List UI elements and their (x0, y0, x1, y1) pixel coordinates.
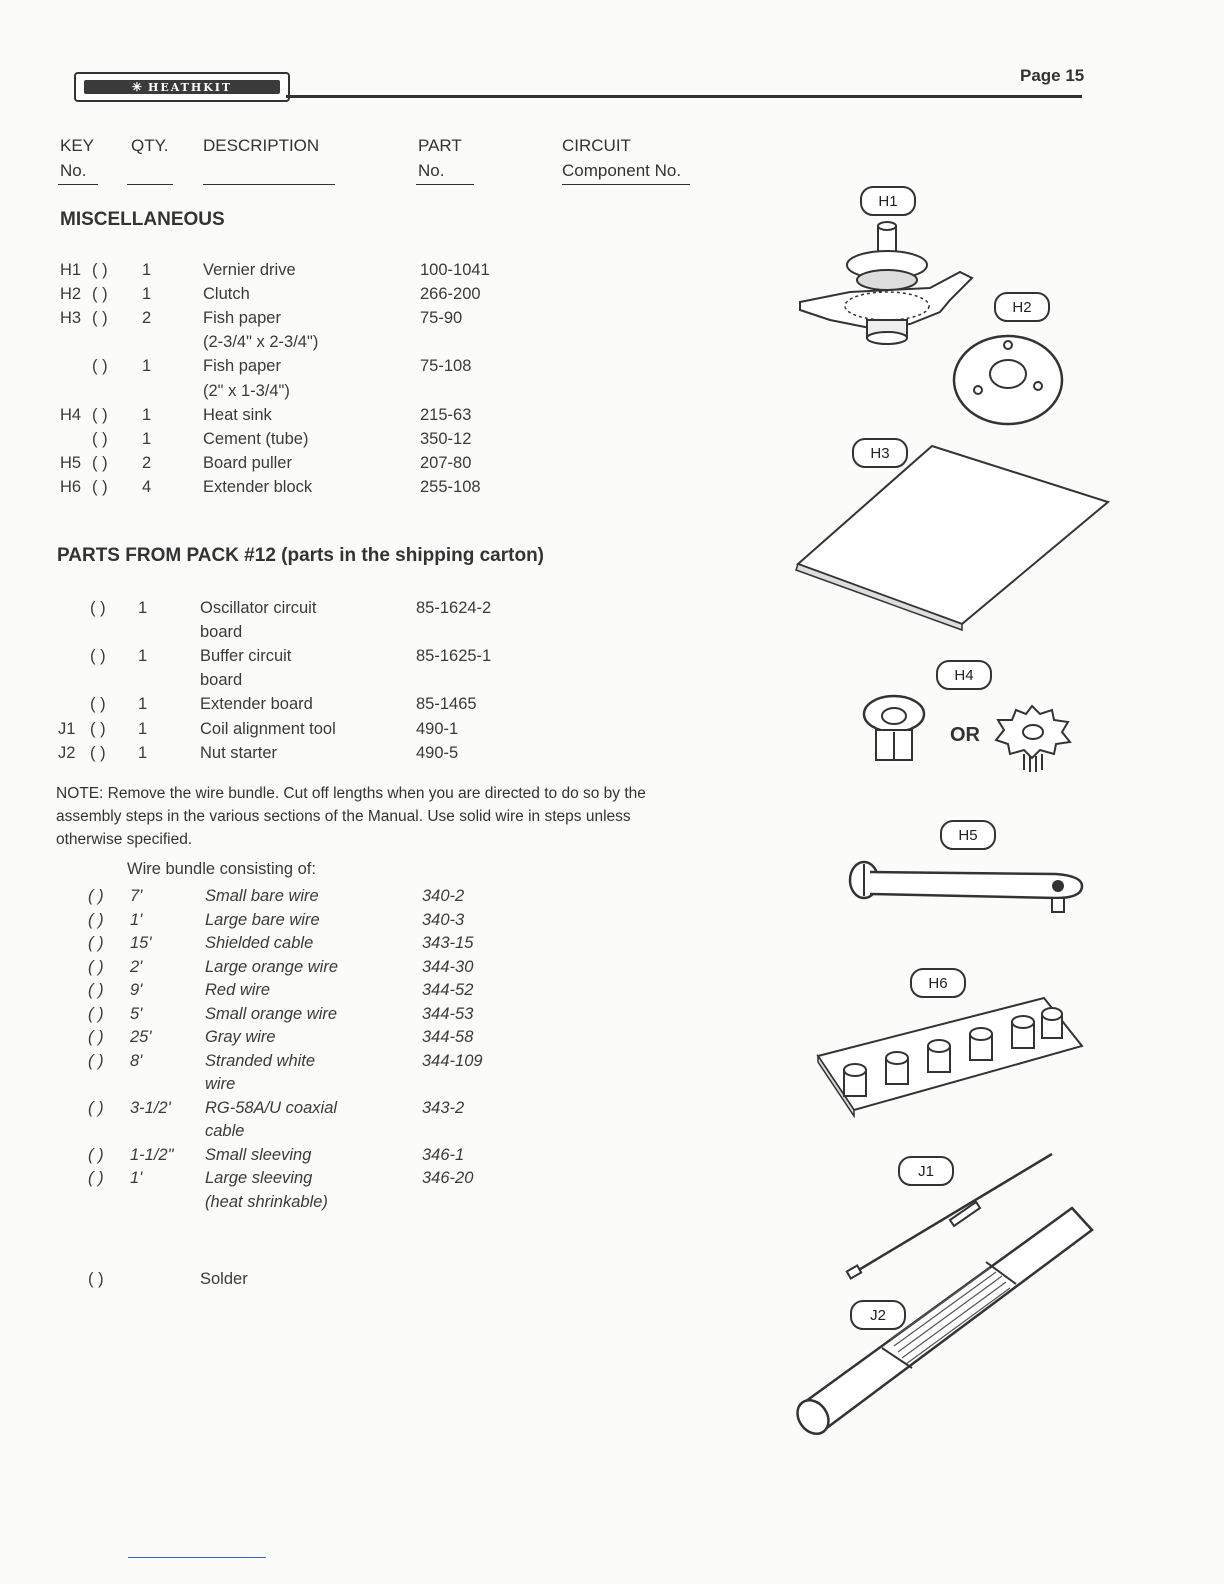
part-no: 85-1625-1 (416, 647, 492, 666)
part-no: 85-1465 (416, 695, 477, 714)
checkbox[interactable]: ( ) (88, 981, 104, 999)
col-circuit-no: Component No. (562, 161, 682, 180)
checkbox[interactable]: ( ) (88, 1051, 104, 1070)
part-no: 343-15 (422, 934, 474, 952)
nut-starter-illustration (790, 1198, 1100, 1448)
description: Heat sink (203, 405, 272, 424)
part-no: 255-108 (420, 477, 481, 496)
description: Large sleeving (205, 1169, 313, 1187)
part-no: 340-2 (422, 887, 465, 905)
checkbox[interactable]: ( ) (88, 910, 104, 929)
description: Nut starter (200, 743, 278, 762)
quantity: 2 (142, 453, 152, 472)
quantity: 1 (142, 357, 152, 376)
quantity: 1 (142, 405, 152, 424)
quantity: 2 (142, 309, 152, 328)
quantity: 1 (138, 719, 148, 738)
col-key-no: No. (60, 161, 87, 180)
part-no: 100-1041 (420, 261, 490, 279)
checkbox[interactable]: ( ) (90, 719, 106, 738)
part-no: 207-80 (420, 453, 472, 472)
checkbox[interactable]: ( ) (88, 1169, 104, 1187)
description: Small bare wire (205, 887, 319, 905)
quantity: 1-1/2" (130, 1145, 174, 1164)
key-no: H5 (60, 453, 82, 472)
solder-description: Solder (200, 1270, 248, 1288)
quantity: 1' (130, 1169, 143, 1187)
quantity: 1 (138, 599, 148, 617)
callout-h4: H4 (936, 660, 992, 690)
description: Board puller (203, 453, 292, 472)
part-no: 344-53 (422, 1004, 474, 1023)
quantity: 1 (142, 261, 152, 279)
key-no: H4 (60, 405, 82, 424)
part-no: 490-5 (416, 743, 459, 762)
quantity: 7' (130, 887, 143, 905)
checkbox[interactable]: ( ) (90, 647, 106, 666)
description: Extender board (200, 695, 313, 714)
part-no: 215-63 (420, 405, 472, 424)
key-no: J1 (58, 719, 76, 738)
wire-bundle-heading: Wire bundle consisting of: (127, 860, 316, 878)
quantity: 1' (130, 910, 143, 929)
description: Fish paper (203, 357, 281, 376)
heat-sink-round-illustration (856, 694, 936, 774)
callout-h2: H2 (994, 292, 1050, 322)
description: Small orange wire (205, 1004, 338, 1023)
description: cable (205, 1122, 245, 1140)
key-no: H3 (60, 309, 82, 328)
quantity: 1 (142, 429, 152, 448)
quantity: 9' (130, 981, 143, 999)
col-key: KEY (60, 136, 95, 155)
fish-paper-illustration (792, 440, 1112, 630)
extender-block-illustration (814, 992, 1084, 1122)
checkbox[interactable]: ( ) (88, 957, 104, 976)
heathkit-logo (74, 72, 290, 102)
callout-h6: H6 (910, 968, 966, 998)
part-no: 75-90 (420, 309, 463, 328)
wire-note: NOTE: Remove the wire bundle. Cut off lengths when you are directed to do so by the assembly steps in the various sections of the Manual. Use solid wire in steps unless otherwise specified. (56, 785, 646, 848)
description: (2-3/4" x 2-3/4") (203, 333, 319, 352)
checkbox[interactable]: ( ) (92, 357, 108, 376)
key-no: J2 (58, 743, 76, 762)
solder-checkbox[interactable]: ( ) (88, 1270, 104, 1288)
clutch-illustration (948, 328, 1058, 428)
part-no: 266-200 (420, 285, 481, 304)
description: Gray wire (205, 1028, 276, 1046)
part-no: 85-1624-2 (416, 599, 492, 617)
description: Large bare wire (205, 910, 320, 929)
description: Extender block (203, 477, 313, 496)
description: Red wire (205, 981, 271, 999)
footer-line (128, 1557, 266, 1558)
callout-j1: J1 (898, 1156, 954, 1186)
atom-icon: ✳ (131, 80, 144, 94)
description: Oscillator circuit (200, 599, 317, 617)
logo-text: HEATHKIT (147, 80, 233, 94)
description: (heat shrinkable) (205, 1192, 328, 1211)
callout-h3: H3 (852, 438, 908, 468)
quantity: 1 (138, 647, 148, 666)
description: wire (205, 1075, 236, 1093)
part-no: 75-108 (420, 357, 472, 376)
quantity: 1 (138, 695, 148, 714)
checkbox[interactable]: ( ) (90, 743, 106, 762)
checkbox[interactable]: ( ) (92, 261, 108, 279)
description: board (200, 671, 243, 690)
description: Small sleeving (205, 1145, 312, 1164)
part-no: 346-20 (422, 1169, 474, 1187)
checkbox[interactable]: ( ) (88, 887, 104, 905)
part-no: 346-1 (422, 1145, 465, 1164)
checkbox[interactable]: ( ) (88, 1004, 104, 1023)
description: Fish paper (203, 309, 281, 328)
header-rule (286, 95, 1082, 98)
section-miscellaneous: MISCELLANEOUS (60, 209, 225, 230)
description: Clutch (203, 285, 250, 304)
checkbox[interactable]: ( ) (92, 477, 108, 496)
callout-h5: H5 (940, 820, 996, 850)
description: Coil alignment tool (200, 719, 336, 738)
description: board (200, 623, 243, 642)
part-no: 344-109 (422, 1051, 483, 1070)
quantity: 8' (130, 1051, 143, 1070)
quantity: 3-1/2' (130, 1098, 171, 1117)
callout-h1: H1 (860, 186, 916, 216)
part-no: 490-1 (416, 719, 459, 738)
part-no: 343-2 (422, 1098, 465, 1117)
part-no: 344-58 (422, 1028, 474, 1046)
description: Buffer circuit (200, 647, 292, 666)
description: Stranded white (205, 1051, 316, 1070)
checkbox[interactable]: ( ) (90, 695, 106, 714)
part-no: 344-52 (422, 981, 474, 999)
description: Cement (tube) (203, 429, 309, 448)
quantity: 4 (142, 477, 152, 496)
description: RG-58A/U coaxial (205, 1098, 338, 1117)
checkbox[interactable]: ( ) (88, 1145, 104, 1164)
col-qty: QTY. (131, 136, 169, 155)
checkbox[interactable]: ( ) (92, 405, 108, 424)
description: Shielded cable (205, 934, 314, 952)
description: Large orange wire (205, 957, 338, 976)
quantity: 2' (130, 957, 143, 976)
callout-j2: J2 (850, 1300, 906, 1330)
key-no: H2 (60, 285, 82, 304)
part-no: 350-12 (420, 429, 472, 448)
checkbox[interactable]: ( ) (92, 309, 108, 328)
quantity: 1 (138, 743, 148, 762)
or-label: OR (950, 724, 980, 746)
key-no: H6 (60, 477, 82, 496)
section-pack-12: PARTS FROM PACK #12 (parts in the shipping carton) (57, 545, 544, 566)
col-part-no: No. (418, 161, 445, 180)
part-no: 344-30 (422, 957, 474, 976)
col-description: DESCRIPTION (203, 136, 320, 155)
quantity: 25' (130, 1028, 152, 1046)
col-part: PART (418, 136, 462, 155)
description: (2" x 1-3/4") (203, 381, 290, 400)
checkbox[interactable]: ( ) (90, 599, 106, 617)
part-no: 340-3 (422, 910, 465, 929)
heat-sink-star-illustration (996, 704, 1076, 774)
checkbox[interactable]: ( ) (92, 429, 108, 448)
checkbox[interactable]: ( ) (88, 1028, 104, 1046)
checkbox[interactable]: ( ) (88, 934, 104, 952)
page-number: Page 15 (1020, 66, 1085, 85)
key-no: H1 (60, 261, 82, 279)
board-puller-illustration (846, 852, 1096, 916)
checkbox[interactable]: ( ) (88, 1098, 104, 1117)
quantity: 15' (130, 934, 152, 952)
description: Vernier drive (203, 261, 296, 279)
col-circuit: CIRCUIT (562, 136, 631, 155)
quantity: 1 (142, 285, 152, 304)
quantity: 5' (130, 1004, 143, 1023)
checkbox[interactable]: ( ) (92, 285, 108, 304)
checkbox[interactable]: ( ) (92, 453, 108, 472)
